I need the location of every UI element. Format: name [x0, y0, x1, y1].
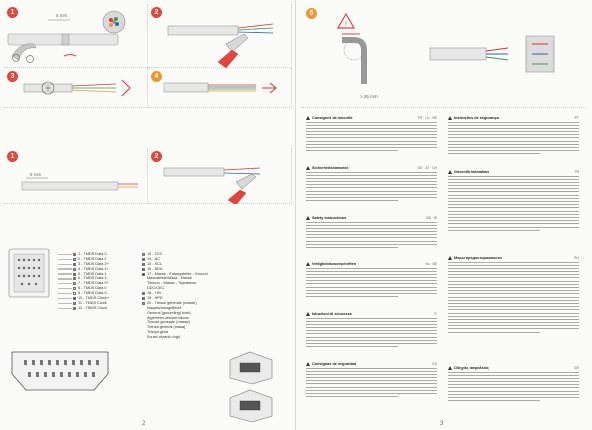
legend-row: 12 - TMDS Clock-: [58, 306, 128, 311]
connector-front-view: [8, 248, 50, 298]
page-number: 3: [440, 421, 444, 427]
safety-section-de: Sicherheitshinweise DE · AT · CH: [306, 166, 437, 203]
safety-section-tr: Güvenlik talimatları TR: [448, 170, 579, 233]
legend-row: Ecran/ ekranlu örgü: [147, 335, 181, 340]
legend-row: 10 - TMDS Clock+: [58, 296, 128, 301]
step-badge: 1: [7, 151, 18, 162]
wire-insertion-illustration: [148, 68, 292, 108]
warning-icon: [448, 366, 452, 370]
legend-row: 6 - TMDS Data 1-: [58, 276, 128, 281]
cable-cross-section: [102, 10, 126, 34]
step-badge: 4: [151, 71, 162, 82]
step-panel-5: [4, 148, 148, 204]
safety-section-gr: Οδηγίες ασφαλείας GR: [448, 366, 579, 403]
legend-row: Treccia generale (massa): [147, 320, 190, 325]
legend-row: 18 - +5V: [142, 291, 234, 296]
warning-icon: [448, 256, 452, 260]
warning-icon: [448, 116, 452, 120]
legend-row: 7 - TMDS Data 0+: [58, 281, 128, 286]
step-badge: 2: [151, 151, 162, 162]
warning-icon: [448, 170, 452, 174]
warning-icon: [306, 262, 310, 266]
safety-section-gb: Safety instructions GB · IE: [306, 216, 437, 250]
right-page: [296, 0, 592, 430]
safety-section-pt: Instruções de segurança PT: [448, 116, 579, 157]
step-badge: 5: [306, 8, 317, 19]
warning-icon: [306, 166, 310, 170]
legend-row: 20 - Tresse générale (masse): [142, 301, 234, 306]
page-number: 2: [142, 421, 146, 427]
safety-section-nl: Veiligheidsvoorschriften NL · BE: [306, 262, 437, 299]
legend-row: 3 - TMDS Data 2+: [58, 262, 128, 267]
legend-row: 17 - Masse - Erdungsleiter - Ground: [142, 272, 234, 277]
legend-row: 4 - TMDS Data 1+: [58, 267, 128, 272]
legend-row: 2 - TMDS Data 2: [58, 257, 128, 262]
wiring-legend-extra: [142, 252, 234, 340]
legend-row: Trenza general (masa): [147, 325, 186, 330]
legend-row: Trança geral: [147, 330, 169, 335]
safety-section-it: Istruzioni di sicurezza IT: [306, 312, 437, 349]
legend-row: 5 - TMDS Data 1: [58, 272, 128, 277]
pliers-illustration: [148, 148, 292, 204]
legend-row: 9 - TMDS Data 0-: [58, 291, 128, 296]
socket-module-bottom: [226, 388, 276, 424]
legend-row: 13 - CEC: [142, 252, 234, 257]
cable-trimming-illustration: [4, 148, 148, 204]
dimension-label: 5 mm: [56, 13, 68, 18]
step-panel-1: [4, 4, 148, 68]
svg-text:!: !: [345, 21, 347, 28]
legend-row: 16 - SDA: [142, 267, 234, 272]
safety-section-fr: Consignes de sécurité FR · LU · BE: [306, 116, 437, 153]
bend-radius-label: > 25 mm: [360, 94, 378, 99]
step-badge: 1: [7, 7, 18, 18]
legend-row: Hauptschutzgeflecht: [147, 305, 182, 310]
step-panel-2: [148, 4, 292, 68]
step-badge: 3: [7, 71, 18, 82]
legend-row: 11 - TMDS Clock: [58, 301, 128, 306]
legend-row: 1 - TMDS Data 2-: [58, 252, 128, 257]
legend-row: General (grounding) braid: [147, 310, 191, 315]
cable-bend-illustration: [302, 4, 586, 108]
warning-icon: [306, 312, 310, 316]
step-panel-4: [148, 68, 292, 108]
safety-section-es: Consignas de seguridad ES: [306, 362, 437, 399]
legend-row: 15 - SCL: [142, 262, 234, 267]
cable-stripping-illustration: [4, 4, 148, 68]
warning-icon: [306, 216, 310, 220]
legend-row: Algemeen afschermkous: [147, 315, 189, 320]
legend-row: 14 - NC: [142, 257, 234, 262]
socket-module-top: [226, 350, 276, 386]
step-panel-5-bend: [302, 4, 586, 108]
legend-row: DDC/CEC: [147, 286, 165, 291]
cable-shield-illustration: [4, 68, 148, 108]
dimension-label: 5 mm: [30, 172, 42, 177]
step-panel-6: [148, 148, 292, 204]
legend-row: 19 - HPD: [142, 296, 234, 301]
warning-icon: [306, 362, 310, 366]
hdmi-connector-diagram: [8, 346, 112, 396]
wiring-legend: [58, 252, 128, 311]
safety-section-ru: Меры предосторожности RU: [448, 256, 579, 335]
cable-cutting-illustration: [148, 4, 292, 68]
step-panel-3: [4, 68, 148, 108]
legend-row: Tieuvuc - Masse - Topralama: [147, 281, 196, 286]
legend-row: 8 - TMDS Data 0: [58, 286, 128, 291]
warning-icon: [306, 116, 310, 120]
legend-row: Massaleiste/Masa - Masse: [147, 276, 192, 281]
step-badge: 2: [151, 7, 162, 18]
